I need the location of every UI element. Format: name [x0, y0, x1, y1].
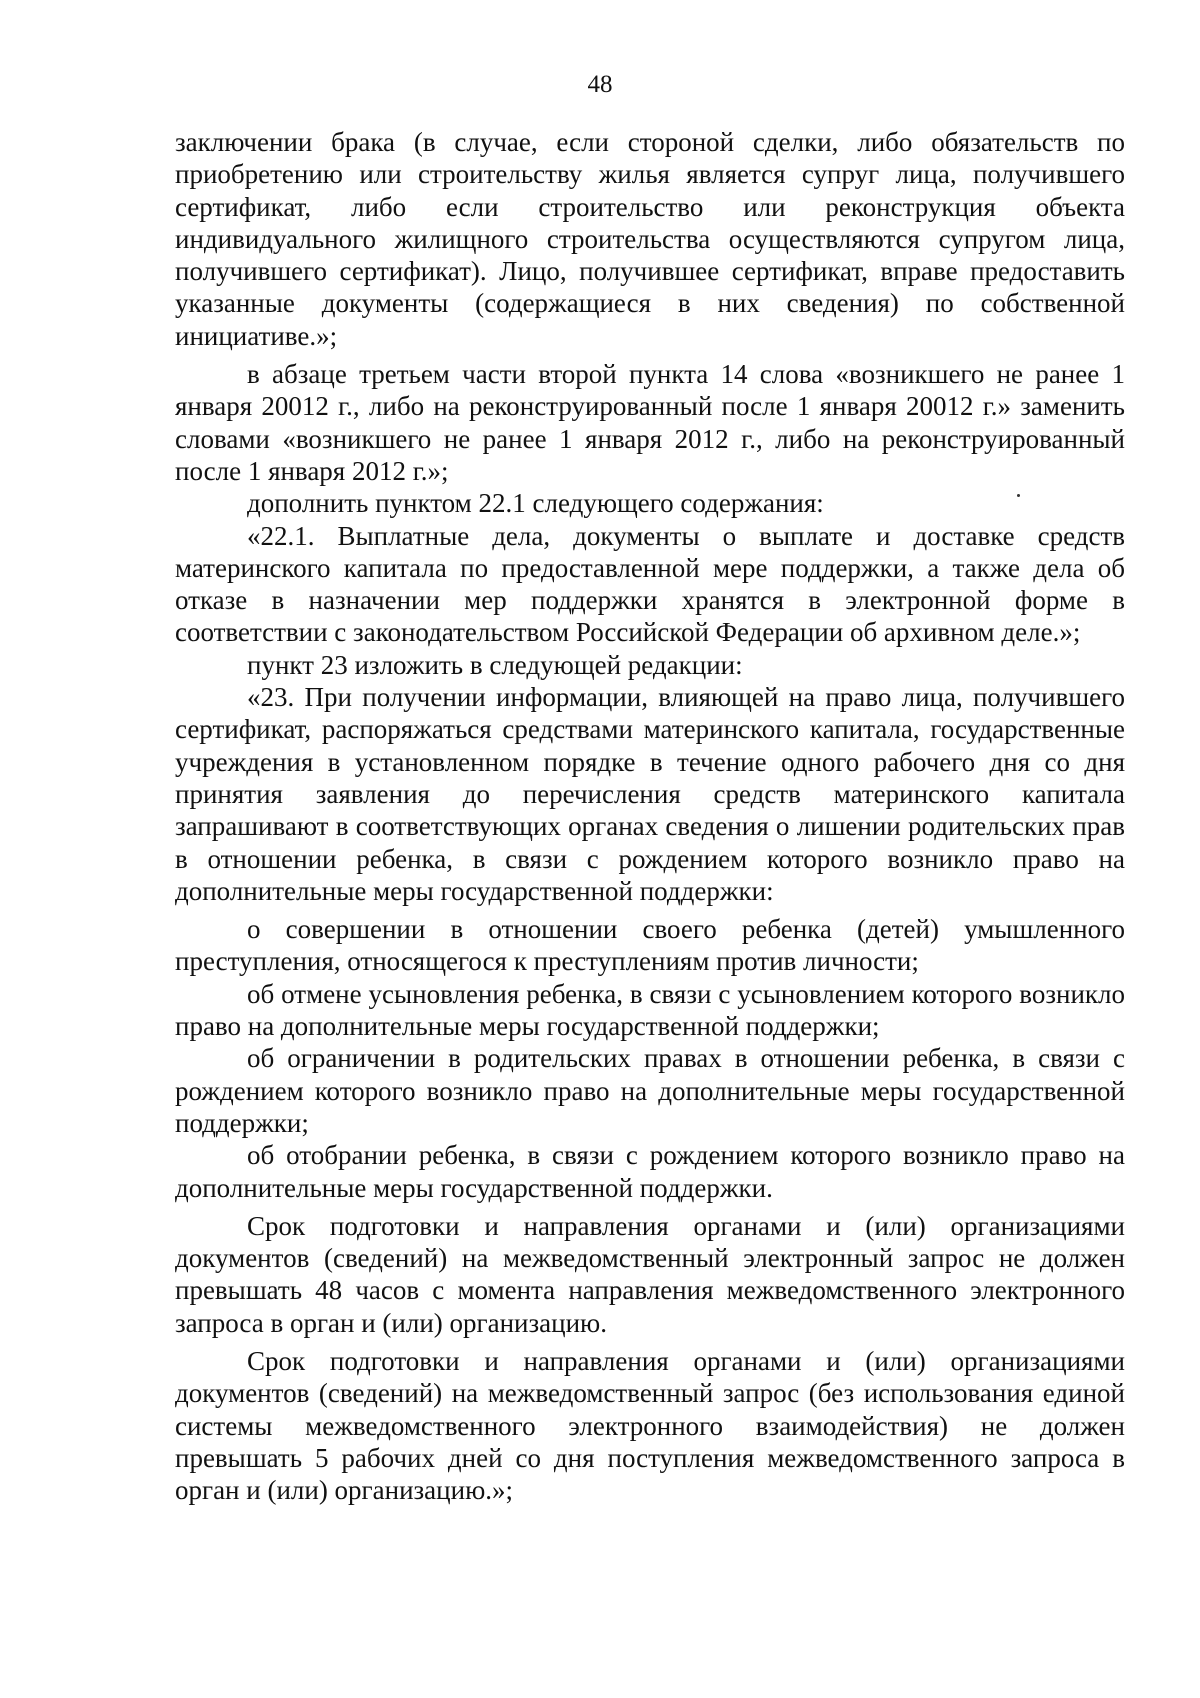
paragraph-continuation: заключении брака (в случае, если стороной сделки, либо обязательств по приобретению или строительству жилья является супруг лица, получившего сертификат, либо если строительство или реконструкция объекта индивидуального жилищного строительства осуществляются супругом лица, получившего сертификат). Лицо, получившее сертификат, вправе предоставить указанные документы (содержащиеся в них сведения) по собственной инициативе.»; — [175, 127, 1125, 351]
paragraph-electronic-request-deadline: Срок подготовки и направления органами и (или) организациями документов (сведений) на межведомственный электронный запрос не должен превышать 48 часов с момента направления межведомственного электронного запроса в орган и (или) организацию. — [175, 1210, 1125, 1338]
page-number: 48 — [587, 71, 613, 98]
document-body — [175, 126, 1125, 1506]
list-item-child-removal: об отобрании ребенка, в связи с рождением которого возникло право на дополнительные меры государственной поддержки. — [175, 1140, 1125, 1203]
list-item-crime: о совершении в отношении своего ребенка (детей) умышленного преступления, относящегося к преступлениям против личности; — [175, 914, 1125, 977]
paragraph-point-23-text: «23. При получении информации, влияющей на право лица, получившего сертификат, распоряжаться средствами материнского капитала, государственные учреждения в установленном порядке в течение одного рабочего дня со дня принятия заявления до перечисления средств материнского капитала запрашивают в соответствующих органах сведения о лишении родительских прав в отношении ребенка, в связи с рождением которого возникло право на дополнительные меры государственной поддержки: — [175, 682, 1125, 906]
paragraph-point-23-intro: пункт 23 изложить в следующей редакции: — [247, 649, 743, 680]
list-item-adoption-cancel: об отмене усыновления ребенка, в связи с усыновлением которого возникло право на дополнительные меры государственной поддержки; — [175, 978, 1125, 1042]
list-item-rights-limitation: об ограничении в родительских правах в отношении ребенка, в связи с рождением которого возникло право на дополнительные меры государственной поддержки; — [175, 1043, 1125, 1138]
paragraph-point-22-1-text: «22.1. Выплатные дела, документы о выплате и доставке средств материнского капитала по предоставленной мере поддержки, а также дела об отказе в назначении мер поддержки хранятся в электронной форме в соответствии с законодательством Российской Федерации об архивном деле.»; — [175, 520, 1125, 648]
paragraph-add-point-22-1: дополнить пунктом 22.1 следующего содержания: — [247, 488, 824, 519]
paragraph-paper-request-deadline: Срок подготовки и направления органами и (или) организациями документов (сведений) на межведомственный запрос (без использования единой системы межведомственного электронного взаимодействия) не должен превышать 5 рабочих дней со дня поступления межведомственного запроса в орган и (или) организацию.»; — [175, 1345, 1125, 1506]
paragraph-amend-point-14: в абзаце третьем части второй пункта 14 слова «возникшего не ранее 1 января 20012 г., либо на реконструированный после 1 января 20012 г.» заменить словами «возникшего не ранее 1 января 2012 г., либо на реконструированный после 1 января 2012 г.»; — [175, 359, 1125, 486]
